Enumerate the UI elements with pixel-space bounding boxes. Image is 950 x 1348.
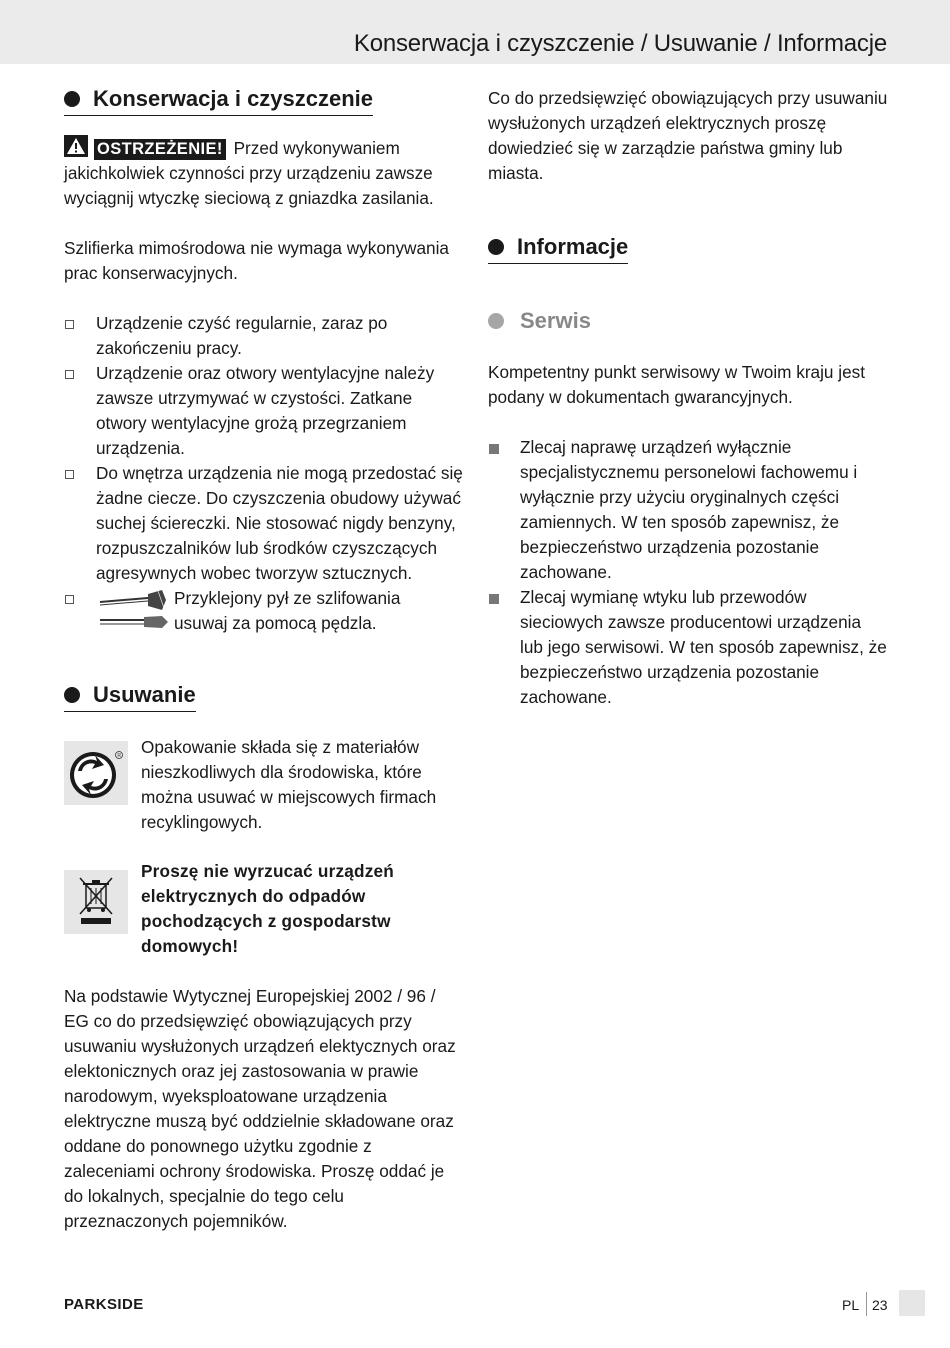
page-number: 23 [872,1297,888,1313]
checkbox-bullet [65,595,74,604]
heading-service-text: Serwis [520,308,591,333]
checkbox-bullet [65,470,74,479]
disposal-continued-paragraph: Co do przedsięwzięć obowiązujących przy usuwaniu wysłużonych urządzeń elektrycznych proszę dowiedzieć się w zarządzie państwa gminy lub miasta. [488,88,888,183]
checkbox-bullet [65,320,74,329]
footer-divider [866,1292,867,1316]
directive-paragraph: Na podstawie Wytycznej Europejskiej 2002 / 96 / EG co do przedsięwzięć obowiązujących przy usuwaniu wysłużonych urządzeń elektycznych oraz elektonicznych oraz jej zastosowania w prawie narodowym, wyeksploatowane urządzenia elektryczne muszą być oddzielnie składowane oraz oddane do ponownego użytku zgodnie z zaleceniami ochrony środowiska. Proszę oddać je do lokalnych, specjalnie do tego celu przeznaczonych pojemników. [64,986,456,1231]
list-item: Przyklejony pył ze szlifowania usuwaj za pomocą pędzla. [64,586,464,636]
list-item: Do wnętrza urządzenia nie mogą przedostać się żadne ciecze. Do czyszczenia obudowy używać suchej ściereczki. Nie stosować nigdy benzyny, rozpuszczalników lub środków czyszczących agresywnych wobec tworzyw sztucznych. [64,461,464,586]
footer-language: PL [842,1297,860,1313]
weee-warning-note: Proszę nie wyrzucać urządzeń elektrycznych do odpadów pochodzących z gospodarstw domowych! [141,861,394,956]
square-bullet [489,594,499,604]
service-list [488,435,888,710]
list-item: Zlecaj naprawę urządzeń wyłącznie specjalistycznemu personelowi fachowemu i wyłącznie przy użyciu oryginalnych części zamiennych. W ten sposób zapewnisz, że bezpieczeństwo urządzenia pozostanie zachowane. [488,435,888,585]
brush-icon [96,586,170,632]
left-column [64,84,464,636]
heading-maintenance-text: Konserwacja i czyszczenie [93,86,374,111]
list-item: Urządzenie czyść regularnie, zaraz po zakończeniu pracy. [64,311,464,361]
bullet-dot-grey [488,313,504,329]
warning-triangle-icon [64,135,88,157]
heading-disposal [64,680,196,712]
bullet-dot [64,91,80,107]
maintenance-list [64,311,464,636]
warning-label: OSTRZEŻENIE! [94,139,226,160]
brand-logo: PARKSIDE [64,1296,144,1313]
warning-paragraph [64,135,464,211]
square-bullet [489,444,499,454]
heading-information-text: Informacje [517,234,629,259]
list-item: Zlecaj wymianę wtyku lub przewodów sieciowych zawsze producentowi urządzenia lub jego serwisowi. W ten sposób zapewnisz, że bezpieczeństwo urządzenia pozostanie zachowane. [488,585,888,710]
bullet-dot [64,687,80,703]
service-paragraph: Kompetentny punkt serwisowy w Twoim kraju jest podany w dokumentach gwarancyjnych. [488,362,865,407]
heading-maintenance [64,84,373,116]
disposal-section [64,680,464,712]
crossed-out-bin-icon [64,870,128,934]
list-item: Urządzenie oraz otwory wentylacyjne należy zawsze utrzymywać w czystości. Zatkane otwory wentylacyjne grożą przegrzaniem urządzenia. [64,361,464,461]
warning-text: Przed wykonywaniem jakichkolwiek czynności przy urządzeniu zawsze wyciągnij wtyczkę sieciową z gniazdka zasilania. [64,138,434,208]
page-header-title: Konserwacja i czyszczenie / Usuwanie / Informacje [353,30,887,57]
right-column [488,86,888,710]
svg-text:R: R [117,753,122,759]
packaging-text: Opakowanie składa się z materiałów nieszkodliwych dla środowiska, które można usuwać w miejscowych firmach recyklingowych. [141,737,437,832]
footer-grey-box [899,1290,925,1316]
heading-disposal-text: Usuwanie [93,682,196,707]
bullet-dot [488,239,504,255]
maintenance-paragraph: Szlifierka mimośrodowa nie wymaga wykonywania prac konserwacyjnych. [64,238,449,283]
heading-information [488,232,628,264]
checkbox-bullet [65,370,74,379]
green-dot-recycling-icon [64,741,128,805]
heading-service [488,306,591,336]
